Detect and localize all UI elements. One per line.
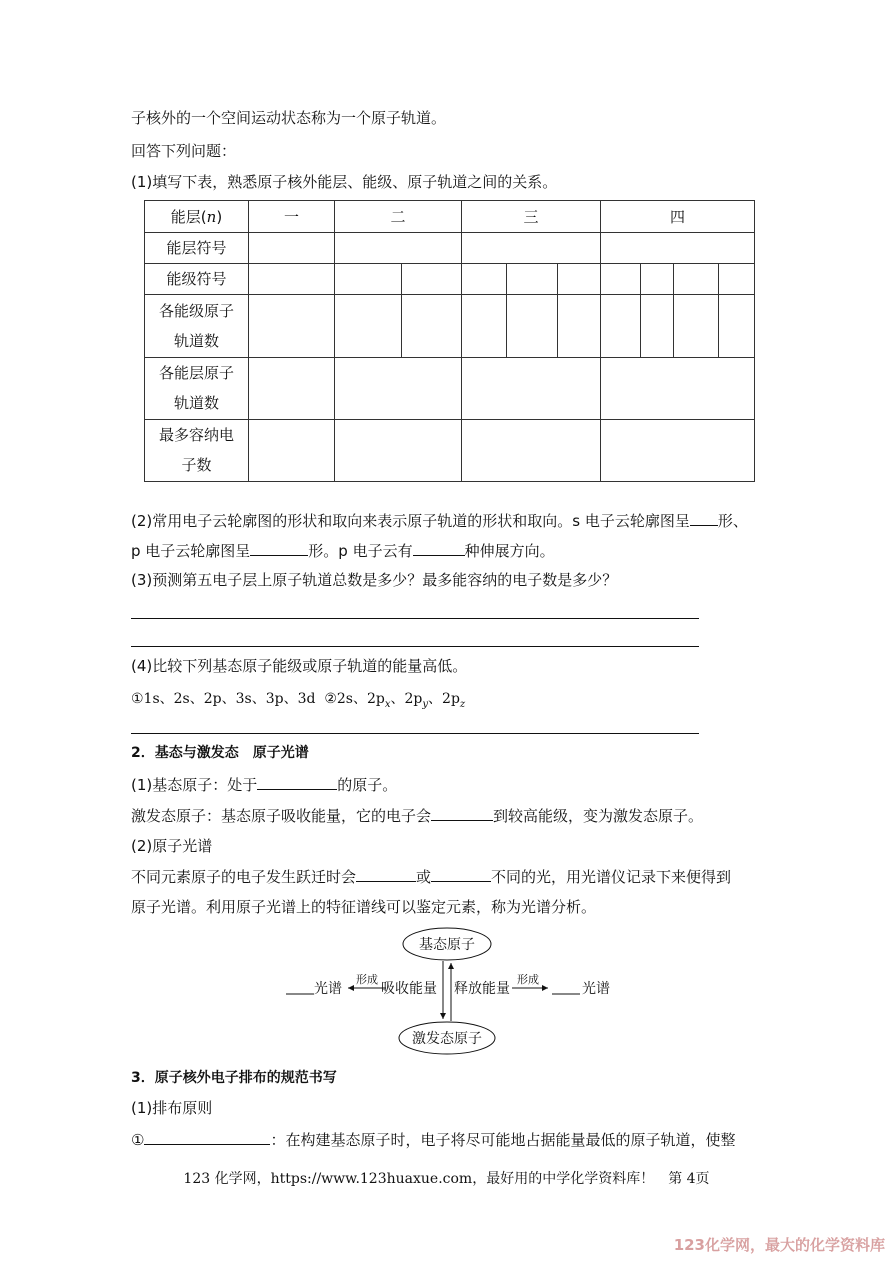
question-4-items: ①1s、2s、2p、3s、3p、3d ②2s、$2p_x$、$2p_y$、$2p_z$ xyxy=(131,691,466,710)
absorb-energy-label: 吸收能量 xyxy=(381,981,437,997)
question-4: (4)比较下列基态原子能级或原子轨道的能量高低。 xyxy=(131,657,468,675)
blank-cell xyxy=(335,264,402,295)
page-footer: 123 化学网，https://www.123huaxue.com，最好用的中学化学资料库！ 第 4页 xyxy=(183,1171,710,1187)
row-header-orbitals-layer: 各能层原子 轨道数 xyxy=(145,357,249,419)
blank-cell xyxy=(402,264,462,295)
blank-cell xyxy=(601,419,755,481)
answer-blank[interactable] xyxy=(144,1129,270,1145)
row-header-orbitals-sublevel: 各能级原子 轨道数 xyxy=(145,295,249,357)
blank-cell xyxy=(335,357,462,419)
blank-cell xyxy=(558,295,601,357)
blank-cell xyxy=(719,264,755,295)
table-row xyxy=(145,357,755,419)
answer-blank[interactable] xyxy=(257,774,337,790)
blank-cell xyxy=(462,419,601,481)
blank-cell xyxy=(674,295,719,357)
section-2-line-3: (2)原子光谱 xyxy=(131,837,213,855)
table-row xyxy=(145,419,755,481)
ground-state-label: 基态原子 xyxy=(419,937,475,953)
row-header-symbol: 能层符号 xyxy=(145,233,249,264)
section-2-line-5: 原子光谱。利用原子光谱上的特征谱线可以鉴定元素，称为光谱分析。 xyxy=(131,898,597,916)
section-2-line-2: 激发态原子：基态原子吸收能量，它的电子会 到较高能级，变为激发态原子。 xyxy=(131,807,704,825)
answer-line[interactable] xyxy=(131,618,699,619)
layer-cell: 四 xyxy=(601,201,755,233)
blank-cell xyxy=(249,233,335,264)
question-2-line-2: p 电子云轮廓图呈 形。p 电子云有 种伸展方向。 xyxy=(131,542,555,560)
question-2-line-1: (2)常用电子云轮廓图的形状和取向来表示原子轨道的形状和取向。s 电子云轮廓图呈 形、 xyxy=(131,512,748,530)
row-header-sublevel: 能级符号 xyxy=(145,264,249,295)
energy-level-table xyxy=(144,200,755,482)
table-row xyxy=(145,295,755,357)
row-header-max-electrons: 最多容纳电 子数 xyxy=(145,419,249,481)
answer-line[interactable] xyxy=(131,646,699,647)
blank-cell xyxy=(335,419,462,481)
question-1: (1)填写下表，熟悉原子核外能层、能级、原子轨道之间的关系。 xyxy=(131,173,558,191)
layer-cell: 三 xyxy=(462,201,601,233)
section-2-heading: 2．基态与激发态 原子光谱 xyxy=(131,745,309,761)
question-3: (3)预测第五电子层上原子轨道总数是多少？最多能容纳的电子数是多少？ xyxy=(131,571,618,589)
blank-cell xyxy=(249,357,335,419)
blank-cell xyxy=(674,264,719,295)
blank-cell xyxy=(249,295,335,357)
blank-cell xyxy=(462,295,507,357)
blank-cell xyxy=(335,233,462,264)
blank-cell xyxy=(601,264,641,295)
blank-cell xyxy=(507,264,558,295)
form-label-right: 形成 xyxy=(517,973,539,986)
answer-line[interactable] xyxy=(131,733,699,734)
blank-cell xyxy=(462,357,601,419)
layer-cell: 二 xyxy=(335,201,462,233)
section-2-line-4: 不同元素原子的电子发生跃迁时会 或 不同的光，用光谱仪记录下来便得到 xyxy=(131,868,732,886)
excited-state-label: 激发态原子 xyxy=(412,1031,482,1047)
spectrum-diagram xyxy=(280,925,620,1055)
blank-cell xyxy=(601,233,755,264)
blank-cell xyxy=(601,295,641,357)
intro-line-1: 子核外的一个空间运动状态称为一个原子轨道。 xyxy=(131,109,447,127)
answer-blank[interactable] xyxy=(431,866,491,882)
row-header-layer: 能层(n) xyxy=(145,201,249,233)
blank-cell xyxy=(719,295,755,357)
blank-cell xyxy=(249,419,335,481)
blank-cell xyxy=(601,357,755,419)
layer-cell: 一 xyxy=(249,201,335,233)
blank-cell xyxy=(402,295,462,357)
table-row xyxy=(145,201,755,233)
blank-cell xyxy=(249,264,335,295)
blank-cell xyxy=(507,295,558,357)
answer-blank[interactable] xyxy=(413,540,465,556)
answer-blank[interactable] xyxy=(250,540,308,556)
emission-spectrum-label: 光谱 xyxy=(582,981,610,997)
blank-cell xyxy=(641,264,674,295)
absorption-spectrum-label: 光谱 xyxy=(314,981,342,997)
section-2-line-1: (1)基态原子：处于 的原子。 xyxy=(131,776,398,794)
table-row xyxy=(145,264,755,295)
section-3-line-1: (1)排布原则 xyxy=(131,1099,213,1117)
section-3-heading: 3．原子核外电子排布的规范书写 xyxy=(131,1070,337,1086)
release-energy-label: 释放能量 xyxy=(454,981,510,997)
watermark: 123化学网，最大的化学资料库 xyxy=(673,1236,885,1254)
intro-line-2: 回答下列问题： xyxy=(131,142,237,160)
answer-blank[interactable] xyxy=(356,866,416,882)
blank-cell xyxy=(641,295,674,357)
form-label-left: 形成 xyxy=(356,973,378,986)
answer-blank[interactable] xyxy=(431,805,493,821)
blank-cell xyxy=(462,264,507,295)
table-row xyxy=(145,233,755,264)
answer-blank[interactable] xyxy=(690,510,718,526)
blank-cell xyxy=(335,295,402,357)
blank-cell xyxy=(558,264,601,295)
blank-cell xyxy=(462,233,601,264)
section-3-line-2: ① ：在构建基态原子时，电子将尽可能地占据能量最低的原子轨道，使整 xyxy=(131,1131,736,1149)
